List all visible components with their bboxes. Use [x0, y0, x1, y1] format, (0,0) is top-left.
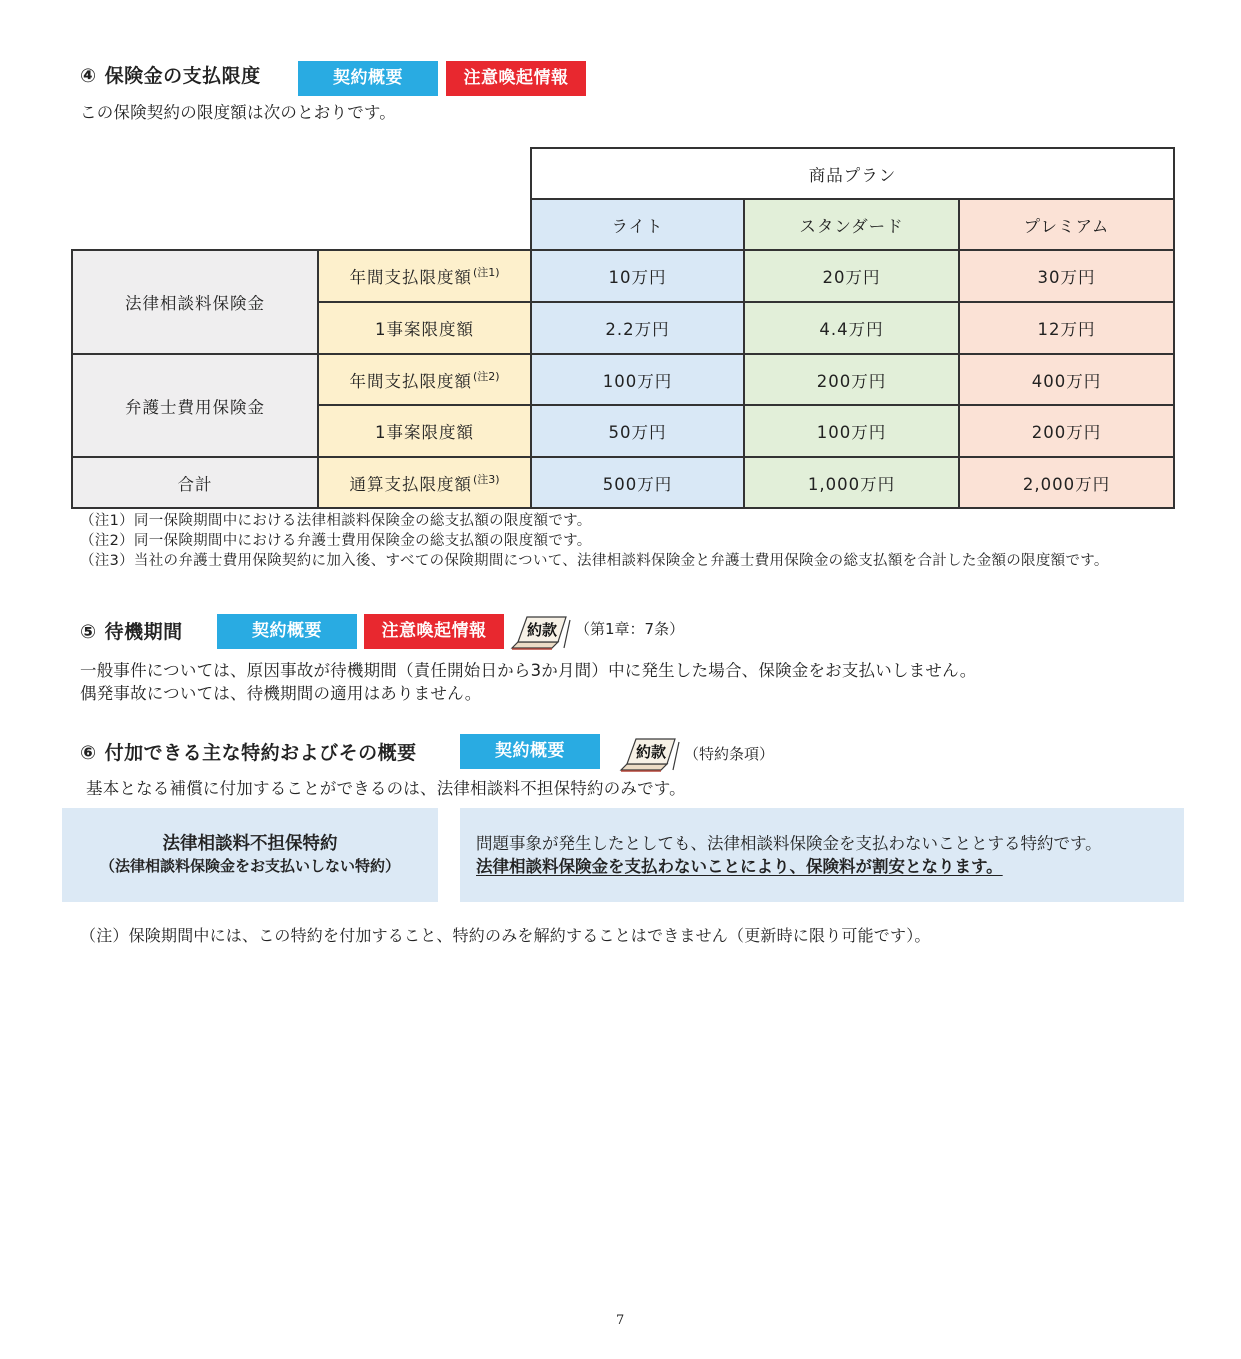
- rider-description-box: [460, 808, 1184, 902]
- value-cell-premium: 200万円: [959, 405, 1174, 457]
- value-cell-standard: 200万円: [744, 354, 959, 405]
- row-group-label: 合計: [72, 457, 318, 508]
- section5-body: [80, 659, 976, 705]
- row-item-cell: [318, 457, 531, 508]
- note-ref: (注1): [472, 266, 500, 279]
- row-item-cell: [318, 405, 531, 457]
- table-row: [72, 457, 1174, 508]
- section4-title: 保険金の支払限度: [104, 65, 261, 87]
- table-note: （注1）同一保険期間中における法律相談料保険金の総支払額の限度額です。: [80, 513, 592, 529]
- rider-name: 法律相談料不担保特約: [162, 834, 338, 854]
- row-group-label: 弁護士費用保険金: [72, 354, 318, 457]
- terms-book-icon: [508, 612, 572, 652]
- row-item-label: 通算支払限度額: [349, 474, 472, 494]
- table-row: [72, 354, 1174, 405]
- value-cell-premium: 12万円: [959, 302, 1174, 354]
- section4-number: ④: [80, 65, 97, 87]
- value-cell-premium: 400万円: [959, 354, 1174, 405]
- plan-header: 商品プラン: [531, 148, 1174, 199]
- plan-name-light: ライト: [531, 199, 744, 250]
- table-row: [72, 250, 1174, 302]
- section5-number: ⑤: [80, 621, 97, 643]
- value-cell-light: 10万円: [531, 250, 744, 302]
- contract-summary-badge: 契約概要: [217, 614, 357, 649]
- value-cell-standard: 100万円: [744, 405, 959, 457]
- plan-name-premium: プレミアム: [959, 199, 1174, 250]
- section4-intro: この保険契約の限度額は次のとおりです。: [80, 103, 396, 122]
- section6-terms-reference: （特約条項）: [684, 745, 775, 763]
- table-note: （注2）同一保険期間中における弁護士費用保険金の総支払額の限度額です。: [80, 533, 592, 549]
- note-ref: (注3): [472, 472, 500, 486]
- note-ref: (注2): [472, 369, 500, 383]
- row-item-label: 年間支払限度額: [349, 268, 472, 287]
- page-number: 7: [616, 1313, 625, 1328]
- value-cell-light: 2.2万円: [531, 302, 744, 354]
- section5-title: 待機期間: [104, 621, 183, 643]
- rider-name-box: [62, 808, 438, 902]
- table-corner-blank: [72, 148, 531, 250]
- terms-icon-label: 約款: [526, 621, 558, 639]
- table-note: （注3）当社の弁護士費用保険契約に加入後、すべての保険期間について、法律相談料保険金と弁護士費用保険金の総支払額を合計した金額の限度額です。: [80, 553, 1109, 569]
- value-cell-standard: 1,000万円: [744, 457, 959, 508]
- section6-number: ⑥: [80, 742, 97, 764]
- row-item-label: 1事案限度額: [375, 320, 474, 339]
- rider-description: 問題事象が発生したとしても、法律相談料保険金を支払わないこととする特約です。: [476, 834, 1102, 853]
- section6-note: （注）保険期間中には、この特約を付加すること、特約のみを解約することはできません（更新時に限り可能です）。: [80, 926, 931, 945]
- section5-line: 偶発事故については、待機期間の適用はありません。: [80, 684, 482, 703]
- terms-book-icon: [617, 734, 681, 774]
- row-item-label: 年間支払限度額: [349, 371, 472, 391]
- rider-emphasis: 法律相談料保険金を支払わないことにより、保険料が割安となります。: [476, 857, 1003, 876]
- section5-terms-reference: （第1章：7条）: [575, 620, 685, 638]
- section5-heading: [80, 620, 183, 644]
- section6-intro: 基本となる補償に付加することができるのは、法律相談料不担保特約のみです。: [86, 779, 686, 798]
- row-group-label: 法律相談料保険金: [72, 250, 318, 354]
- table-notes: [80, 511, 1109, 571]
- caution-info-badge: 注意喚起情報: [364, 614, 504, 649]
- value-cell-premium: 2,000万円: [959, 457, 1174, 508]
- value-cell-premium: 30万円: [959, 250, 1174, 302]
- caution-info-badge: 注意喚起情報: [446, 61, 586, 96]
- terms-icon-label: 約款: [635, 743, 667, 761]
- contract-summary-badge: 契約概要: [460, 734, 600, 769]
- section4-heading: [80, 64, 261, 88]
- plan-name-standard: スタンダード: [744, 199, 959, 250]
- contract-summary-badge: 契約概要: [298, 61, 438, 96]
- value-cell-light: 50万円: [531, 405, 744, 457]
- payment-limit-table: [71, 147, 1175, 509]
- section6-heading: [80, 741, 417, 765]
- value-cell-standard: 20万円: [744, 250, 959, 302]
- value-cell-light: 100万円: [531, 354, 744, 405]
- value-cell-light: 500万円: [531, 457, 744, 508]
- row-item-cell: [318, 250, 531, 302]
- row-item-label: 1事案限度額: [375, 423, 474, 442]
- row-item-cell: [318, 302, 531, 354]
- row-item-cell: [318, 354, 531, 405]
- rider-subtitle: （法律相談料保険金をお支払いしない特約）: [99, 857, 400, 875]
- value-cell-standard: 4.4万円: [744, 302, 959, 354]
- section5-line: 一般事件については、原因事故が待機期間（責任開始日から3か月間）中に発生した場合、保険金をお支払いしません。: [80, 661, 977, 680]
- section6-title: 付加できる主な特約およびその概要: [104, 742, 417, 764]
